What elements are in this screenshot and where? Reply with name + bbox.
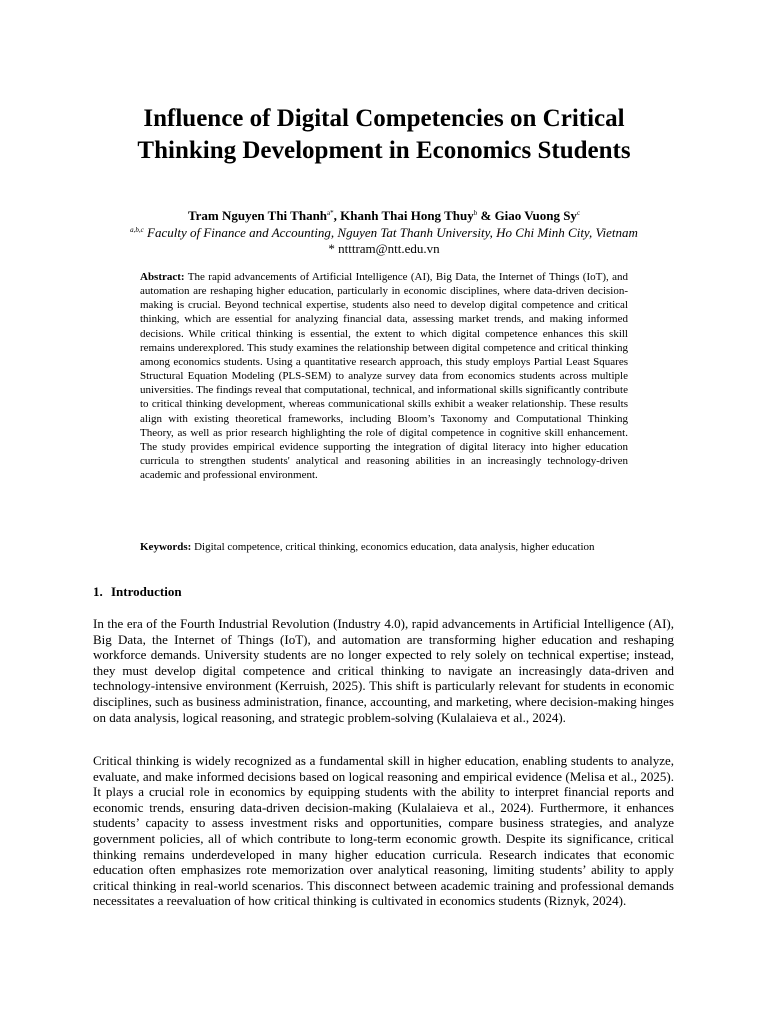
author-name: Tram Nguyen Thi Thanh [187, 208, 328, 223]
body-paragraph: In the era of the Fourth Industrial Revolution (Industry 4.0), rapid advancements in Artificial Intelligence (AI), Big Data, the Internet of Things (IoT), and automation are transforming higher education and reshaping workforce demands. University students are no longer expected to rely solely on technical expertise; instead, they must develop digital competence and critical thinking to navigate an increasingly data-driven and technology-intensive environment (Kerruish, 2025). This shift is particularly relevant for students in economic disciplines, such as business administration, finance, accounting, and marketing, where decision-making hinges on data analysis, logical reasoning, and strategic problem-solving (Kulalaieva et al., 2024). [93, 616, 674, 725]
author-superscript: c [576, 209, 581, 217]
affiliation-superscript: a,b,c [130, 226, 144, 234]
section-number: 1. [93, 584, 103, 599]
abstract-text: The rapid advancements of Artificial Intelligence (AI), Big Data, the Internet of Things (IoT), and automation are reshaping higher education, particularly in economic disciplines, where data-driven decision-making is crucial. Beyond technical expertise, students also need to develop digital competence and critical thinking, which are essential for analyzing financial data, assessing market trends, and making informed decisions. While critical thinking is essential, the extent to which digital competence enhances this skill remains underexplored. This study examines the relationship between digital competence and critical thinking among economics students. Using a quantitative research approach, this study employs Partial Least Squares Structural Equation Modeling (PLS-SEM) to analyze survey data from economics students across multiple universities. The findings reveal that computational, technical, and informational skills significantly contribute to critical thinking development, whereas communicational skills exhibit a weaker relationship. These results align with existing theoretical frameworks, including Bloom’s Taxonomy and Computational Thinking Theory, as well as prior research highlighting the role of digital competence in cognitive skill enhancement. The study provides empirical evidence supporting the integration of digital literacy into higher education curricula to strengthen students' analytical and reasoning abilities in an increasingly technology-driven academic and professional environment. [140, 271, 628, 482]
author-list [60, 207, 708, 225]
section-title: Introduction [111, 584, 182, 599]
abstract-label: Abstract: [140, 271, 185, 283]
author-superscript: b [473, 209, 478, 217]
author-superscript: a* [327, 209, 334, 217]
author-separator: & [477, 208, 495, 223]
paper-title: Influence of Digital Competencies on Critical Thinking Development in Economics Students [137, 105, 631, 164]
author-name: Giao Vuong Sy [494, 208, 577, 223]
affiliation-text: Faculty of Finance and Accounting, Nguyen Tat Thanh University, Ho Chi Minh City, Vietnam [147, 225, 638, 240]
abstract [140, 270, 628, 482]
keywords-label: Keywords: [140, 541, 192, 553]
section-heading [93, 584, 182, 600]
keywords [140, 540, 700, 554]
author-name: Khanh Thai Hong Thuy [340, 208, 474, 223]
author-separator: , [333, 208, 341, 223]
body-paragraph: Critical thinking is widely recognized as a fundamental skill in higher education, enabling students to analyze, evaluate, and make informed decisions based on logical reasoning and empirical evidence (Melisa et al., 2025). It plays a crucial role in economics by equipping students with the ability to interpret financial reports and economic trends, ensuring data-driven decision-making (Kulalaieva et al., 2024). Furthermore, it enhances students’ capacity to assess investment risks and opportunities, compare business strategies, and analyze government policies, all of which contribute to long-term economic growth. Despite its significance, critical thinking remains underdeveloped in many higher education curricula. Research indicates that economic education often emphasizes rote memorization over analytical reasoning, limiting students’ ability to apply critical thinking in real-world scenarios. This disconnect between academic training and professional demands necessitates a reevaluation of how critical thinking is cultivated in economics students (Riznyk, 2024). [93, 753, 674, 909]
affiliation [60, 225, 708, 241]
keywords-text: Digital competence, critical thinking, economics education, data analysis, higher education [194, 541, 595, 553]
corresponding-email: * ntttram@ntt.edu.vn [328, 241, 440, 256]
